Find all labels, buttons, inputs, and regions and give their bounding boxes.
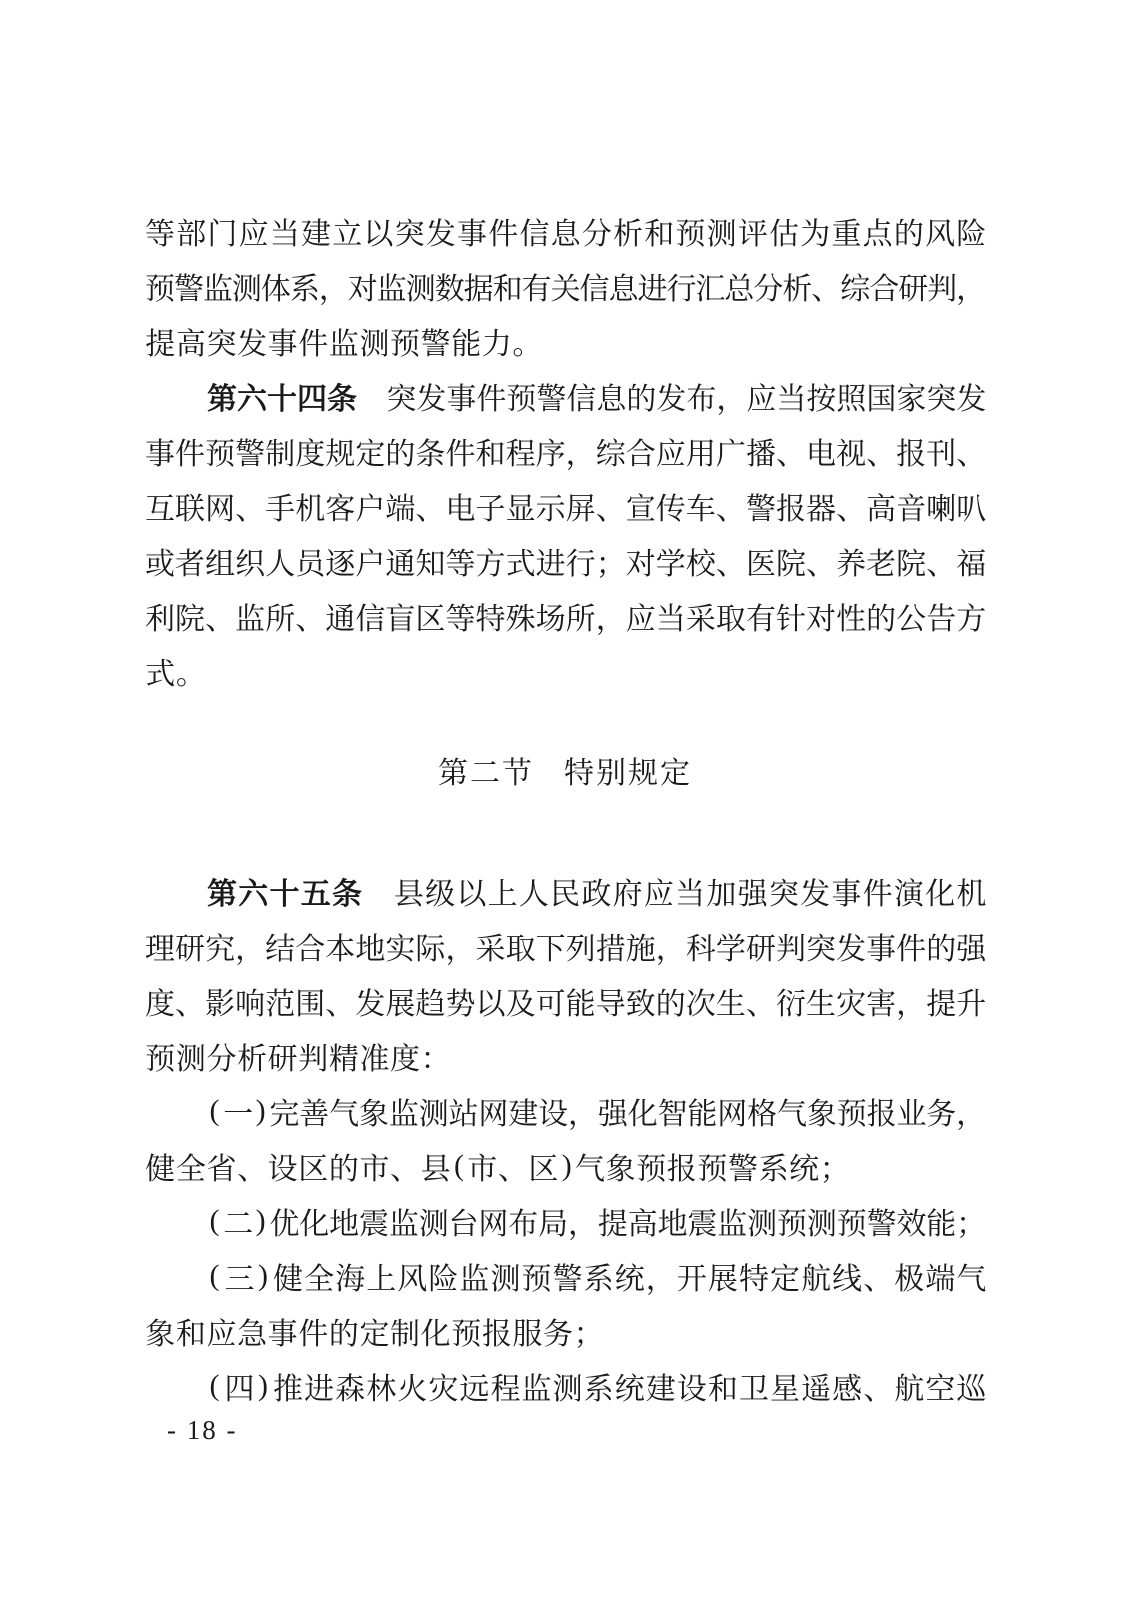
text-line: ( 三 ) 健 全 海 上 风 险 监 测 预 警 系 统 ， 开 展 特 定 航 线 、 极 端 气 [209,1258,987,1296]
text-line: 利 院 、 监 所 、 通 信 盲 区 等 特 殊 场 所 ， 应 当 采 取 有 针 对 性 的 公 告 方 [145,602,987,636]
text-line: 等 部 门 应 当 建 立 以 突 发 事 件 信 息 分 析 和 预 测 评 估 为 重 点 的 风 险 [145,217,987,251]
text-line: 或 者 组 织 人 员 逐 户 通 知 等 方 式 进 行 ； 对 学 校 、 医 院 、 养 老 院 、 福 [145,547,987,581]
article-number-char: 四 [297,382,327,416]
text-line: 预 测 分 析 研 判 精 准 度 ： [145,1042,451,1076]
article-number-char: 六 [238,877,269,911]
text-line: ( 一 ) 完 善 气 象 监 测 站 网 建 设 ， 强 化 智 能 网 格 气 象 预 报 业 务 ， [209,1093,987,1131]
section-heading [145,746,985,801]
section-heading-title: 特别规定 [564,757,692,790]
text-line: 提 高 突 发 事 件 监 测 预 警 能 力 。 [145,327,543,361]
article-number-char: 条 [327,382,357,416]
text-line: 象 和 应 急 事 件 的 定 制 化 预 报 服 务 ； [145,1317,604,1351]
text-line: ( 四 ) 推 进 森 林 火 灾 远 程 监 测 系 统 建 设 和 卫 星 遥 感 、 航 空 巡 [209,1368,987,1406]
section-heading-number: 第二节 [438,757,534,790]
text-line: 互 联 网 、 手 机 客 户 端 、 电 子 显 示 屏 、 宣 传 车 、 警 报 器 、 高 音 喇 叭 [145,492,987,526]
article-number-char: 六 [237,382,267,416]
article-number-char: 第 [207,382,237,416]
text-line: 事 件 预 警 制 度 规 定 的 条 件 和 程 序 ， 综 合 应 用 广 播 、 电 视 、 报 刊 、 [145,437,987,471]
article-line: 第 六 十 五 条 县 级 以 上 人 民 政 府 应 当 加 强 突 发 事 件 演 化 机 [145,863,985,918]
text-line: 理 研 究 ， 结 合 本 地 实 际 ， 采 取 下 列 措 施 ， 科 学 研 判 突 发 事 件 的 强 [145,932,987,966]
article-number-char: 条 [332,877,362,911]
article-number-char: 十 [267,382,297,416]
article-number-char: 第 [207,877,237,911]
text-line: 度 、 影 响 范 围 、 发 展 趋 势 以 及 可 能 导 致 的 次 生 、 衍 生 灾 害 ， 提 升 [145,987,987,1021]
article-number-char: 十 [269,877,300,911]
text-column [145,203,985,1413]
text-line: 式 。 [145,657,206,691]
text-line: 预 警 监 测 体 系 ， 对 监 测 数 据 和 有 关 信 息 进 行 汇 总 分 析 、 综 合 研 判 ， [145,272,987,306]
text-line: ( 二 ) 优 化 地 震 监 测 台 网 布 局 ， 提 高 地 震 监 测 预 测 预 警 效 能 ； [209,1203,987,1241]
text-line: 健 全 省 、 设 区 的 市 、 县 ( 市 、 区 ) 气 象 预 报 预 警 系 统 ； [145,1148,850,1186]
article-number-char: 五 [300,877,331,911]
article-line: 第 六 十 四 条 突 发 事 件 预 警 信 息 的 发 布 ， 应 当 按 照 国 家 突 发 [145,368,985,423]
page-number: - 18 - [167,1415,238,1445]
